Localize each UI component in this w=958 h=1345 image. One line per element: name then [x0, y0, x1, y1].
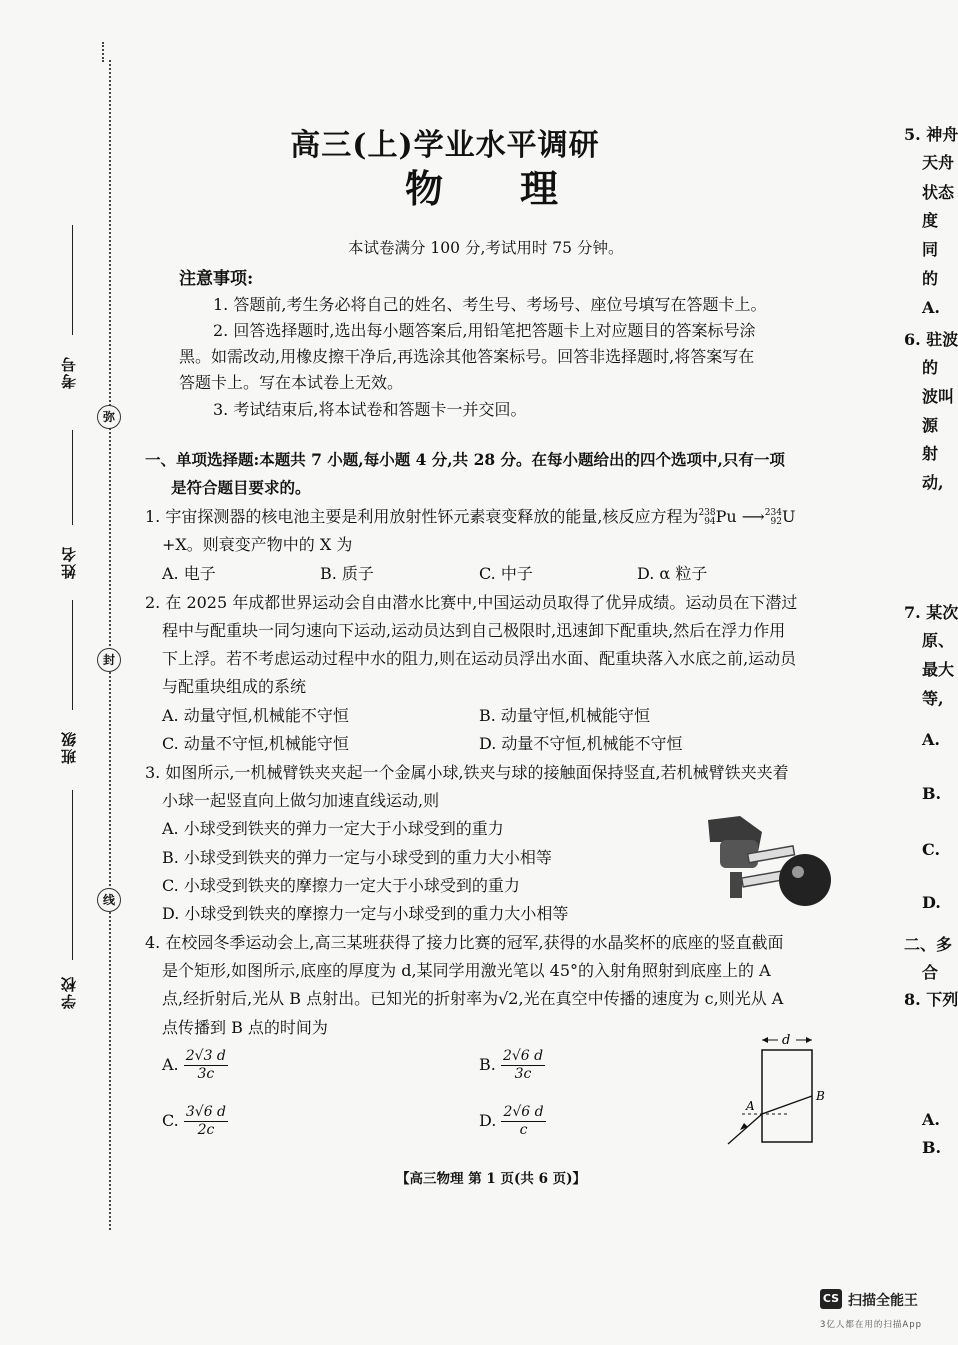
q4-stem: 4. 在校园冬季运动会上,高三某班获得了接力比赛的冠军,获得的水晶奖杯的底座的竖直截面 — [145, 933, 784, 952]
fraction-denominator: c — [519, 1122, 528, 1138]
camscanner-name: 扫描全能王 — [848, 1293, 918, 1309]
u-mass: 234 — [764, 507, 782, 518]
right-column-fragment: 原、 — [922, 631, 955, 650]
q3-option-d: D. 小球受到铁夹的摩擦力一定与小球受到的重力大小相等 — [162, 904, 569, 923]
right-column-fragment: 等, — [922, 689, 944, 708]
right-column-fragment: 同 — [922, 240, 939, 259]
right-column-fragment: 波叫 — [922, 387, 955, 406]
metal-ball — [779, 854, 831, 906]
pu-mass: 238 — [698, 507, 716, 518]
q4-option-d — [479, 1104, 546, 1139]
point-a-label: A — [746, 1099, 755, 1113]
right-column-fragment: 二、多 — [904, 935, 953, 954]
option-label: B. — [479, 1055, 496, 1074]
option-label: D. — [479, 1111, 497, 1130]
right-column-fragment: 射 — [922, 444, 939, 463]
right-column-fragment: B. — [922, 1138, 942, 1157]
ball-highlight — [792, 866, 804, 878]
exam-number-underline — [72, 225, 73, 335]
q4-stem: 点,经折射后,光从 B 点射出。已知光的折射率为√2,光在真空中传播的速度为 c,则光从 A — [162, 989, 784, 1008]
name-underline — [72, 430, 73, 525]
fraction-numerator: 3√6 d — [185, 1104, 227, 1120]
right-column-fragment: 的 — [922, 358, 939, 377]
q1-stem-cont: +X。则衰变产物中的 X 为 — [162, 535, 353, 554]
q1-stem — [145, 504, 795, 527]
refraction-figure — [720, 1030, 835, 1155]
pu-symbol: Pu — [715, 507, 737, 526]
q2-stem: 与配重块组成的系统 — [162, 677, 307, 696]
subject-char-1: 物 — [405, 166, 444, 211]
q2-option-b: B. 动量守恒,机械能守恒 — [479, 706, 651, 725]
fraction — [501, 1104, 545, 1139]
section1-heading: 一、单项选择题:本题共 7 小题,每小题 4 分,共 28 分。在每小题给出的四个选项中,只有一项 — [145, 450, 785, 469]
arrow-left-icon — [762, 1037, 768, 1043]
q1-option-c: C. 中子 — [479, 564, 533, 583]
q4-option-a — [162, 1048, 228, 1083]
q1-stem-text: 1. 宇宙探测器的核电池主要是利用放射性钚元素衰变释放的能量,核反应方程为 — [145, 507, 699, 526]
school-underline — [72, 790, 73, 960]
right-column-fragment: 天舟 — [922, 153, 955, 172]
right-column-fragment: 6. 驻波 — [904, 330, 958, 349]
u-nuclide-numbers — [765, 509, 782, 527]
pu-nuclide-numbers — [698, 509, 715, 527]
notice-line: 答题卡上。写在本试卷上无效。 — [179, 373, 404, 392]
arrow-right-icon — [806, 1037, 812, 1043]
q3-option-a: A. 小球受到铁夹的弹力一定大于小球受到的重力 — [162, 819, 504, 838]
page-footer: 【高三物理 第 1 页(共 6 页)】 — [396, 1171, 587, 1187]
right-column-fragment: 5. 神舟 — [904, 125, 958, 144]
subject-char-2: 理 — [520, 166, 559, 211]
seal-mi: 弥 — [97, 405, 121, 429]
right-column-fragment: D. — [922, 893, 941, 912]
fraction-numerator: 2√6 d — [503, 1104, 544, 1120]
fraction-denominator: 2c — [197, 1122, 215, 1138]
name-label: 姓名 — [60, 545, 78, 579]
point-b-label: B — [816, 1089, 825, 1103]
q3-stem: 3. 如图所示,一机械臂铁夹夹起一个金属小球,铁夹与球的接触面保持竖直,若机械臂铁夹夹着 — [145, 763, 789, 782]
fraction — [184, 1104, 228, 1139]
q3-option-c: C. 小球受到铁夹的摩擦力一定大于小球受到的重力 — [162, 876, 520, 895]
seal-xian: 线 — [97, 888, 121, 912]
right-column-fragment: C. — [922, 840, 941, 859]
notice-line: 3. 考试结束后,将本试卷和答题卡一并交回。 — [213, 400, 527, 419]
right-column-fragment: 状态 — [922, 183, 955, 202]
class-label: 班级 — [60, 730, 78, 764]
notice-line: 黑。如需改动,用橡皮擦干净后,再选涂其他答案标号。回答非选择题时,将答案写在 — [179, 347, 755, 366]
crystal-base-rect — [762, 1050, 812, 1142]
q2-option-a: A. 动量守恒,机械能不守恒 — [162, 706, 349, 725]
right-column-fragment: B. — [922, 784, 942, 803]
right-column-fragment: A. — [922, 298, 940, 317]
right-column-fragment: 8. 下列 — [904, 990, 958, 1009]
right-column-fragment: 度 — [922, 211, 939, 230]
q4-option-b — [479, 1048, 545, 1083]
q2-option-d: D. 动量不守恒,机械能不守恒 — [479, 734, 683, 753]
option-label: C. — [162, 1111, 179, 1130]
q2-stem: 程中与配重块一同匀速向下运动,运动员达到自己极限时,迅速卸下配重块,然后在浮力作用 — [162, 621, 786, 640]
notice-line: 2. 回答选择题时,选出每小题答案后,用铅笔把答题卡上对应题目的答案标号涂 — [213, 321, 756, 340]
school-label: 学校 — [60, 975, 78, 1009]
q1-option-a: A. 电子 — [162, 564, 216, 583]
q4-option-c — [162, 1104, 228, 1139]
right-column-fragment: 源 — [922, 416, 939, 435]
notice-line: 1. 答题前,考生务必将自己的姓名、考生号、考场号、座位号填写在答题卡上。 — [213, 295, 767, 314]
section1-heading-cont: 是符合题目要求的。 — [171, 478, 311, 497]
q1-option-d: D. α 粒子 — [637, 564, 708, 583]
right-column-fragment: A. — [922, 1110, 940, 1129]
robot-clamp-figure — [700, 812, 840, 922]
clamp-joint — [730, 872, 742, 898]
q2-stem: 2. 在 2025 年成都世界运动会自由潜水比赛中,中国运动员取得了优异成绩。运动员在下潜过 — [145, 593, 798, 612]
right-column-fragment: 合 — [922, 963, 939, 982]
exam-number-label: 考号 — [60, 355, 78, 389]
q2-option-c: C. 动量不守恒,机械能守恒 — [162, 734, 349, 753]
exam-title: 高三(上)学业水平调研 — [290, 128, 600, 163]
q1-option-b: B. 质子 — [320, 564, 374, 583]
option-label: A. — [162, 1055, 179, 1074]
binding-dashline — [109, 60, 111, 1230]
right-column-fragment: 动, — [922, 473, 944, 492]
notice-heading: 注意事项: — [179, 269, 254, 289]
pu-number: 94 — [704, 516, 716, 527]
reaction-arrow-icon: ⟶ — [736, 507, 765, 526]
u-number: 92 — [770, 516, 782, 527]
binding-dashline-top — [102, 42, 104, 62]
incident-ray — [728, 1114, 762, 1144]
camscanner-tagline: 3亿人都在用的扫描App — [820, 1320, 923, 1330]
q4-stem: 点传播到 B 点的时间为 — [162, 1018, 328, 1037]
u-symbol: U — [781, 507, 796, 526]
seal-feng: 封 — [97, 648, 121, 672]
thickness-label: d — [782, 1033, 791, 1048]
fraction-denominator: 3c — [197, 1066, 215, 1082]
right-column-fragment: 的 — [922, 269, 939, 288]
right-column-fragment: A. — [922, 730, 940, 749]
q3-option-b: B. 小球受到铁夹的弹力一定与小球受到的重力大小相等 — [162, 848, 552, 867]
right-column-fragment: 最大 — [922, 660, 955, 679]
fraction-numerator: 2√3 d — [185, 1048, 226, 1064]
refracted-ray — [762, 1096, 812, 1114]
right-column-fragment: 7. 某次 — [904, 603, 958, 622]
q4-stem: 是个矩形,如图所示,底座的厚度为 d,某同学用激光笔以 45°的入射角照射到底座上的 A — [162, 961, 771, 980]
class-underline — [72, 600, 73, 710]
ray-arrow-icon — [740, 1123, 748, 1130]
q2-stem: 下上浮。若不考虑运动过程中水的阻力,则在运动员浮出水面、配重块落入水底之前,运动员 — [162, 649, 797, 668]
fraction — [501, 1048, 545, 1083]
fraction-denominator: 3c — [514, 1066, 532, 1082]
exam-info: 本试卷满分 100 分,考试用时 75 分钟。 — [348, 239, 624, 257]
camscanner-logo-icon: CS — [820, 1289, 842, 1309]
fraction — [184, 1048, 228, 1083]
fraction-numerator: 2√6 d — [502, 1048, 544, 1064]
q3-stem: 小球一起竖直向上做匀加速直线运动,则 — [162, 791, 440, 810]
